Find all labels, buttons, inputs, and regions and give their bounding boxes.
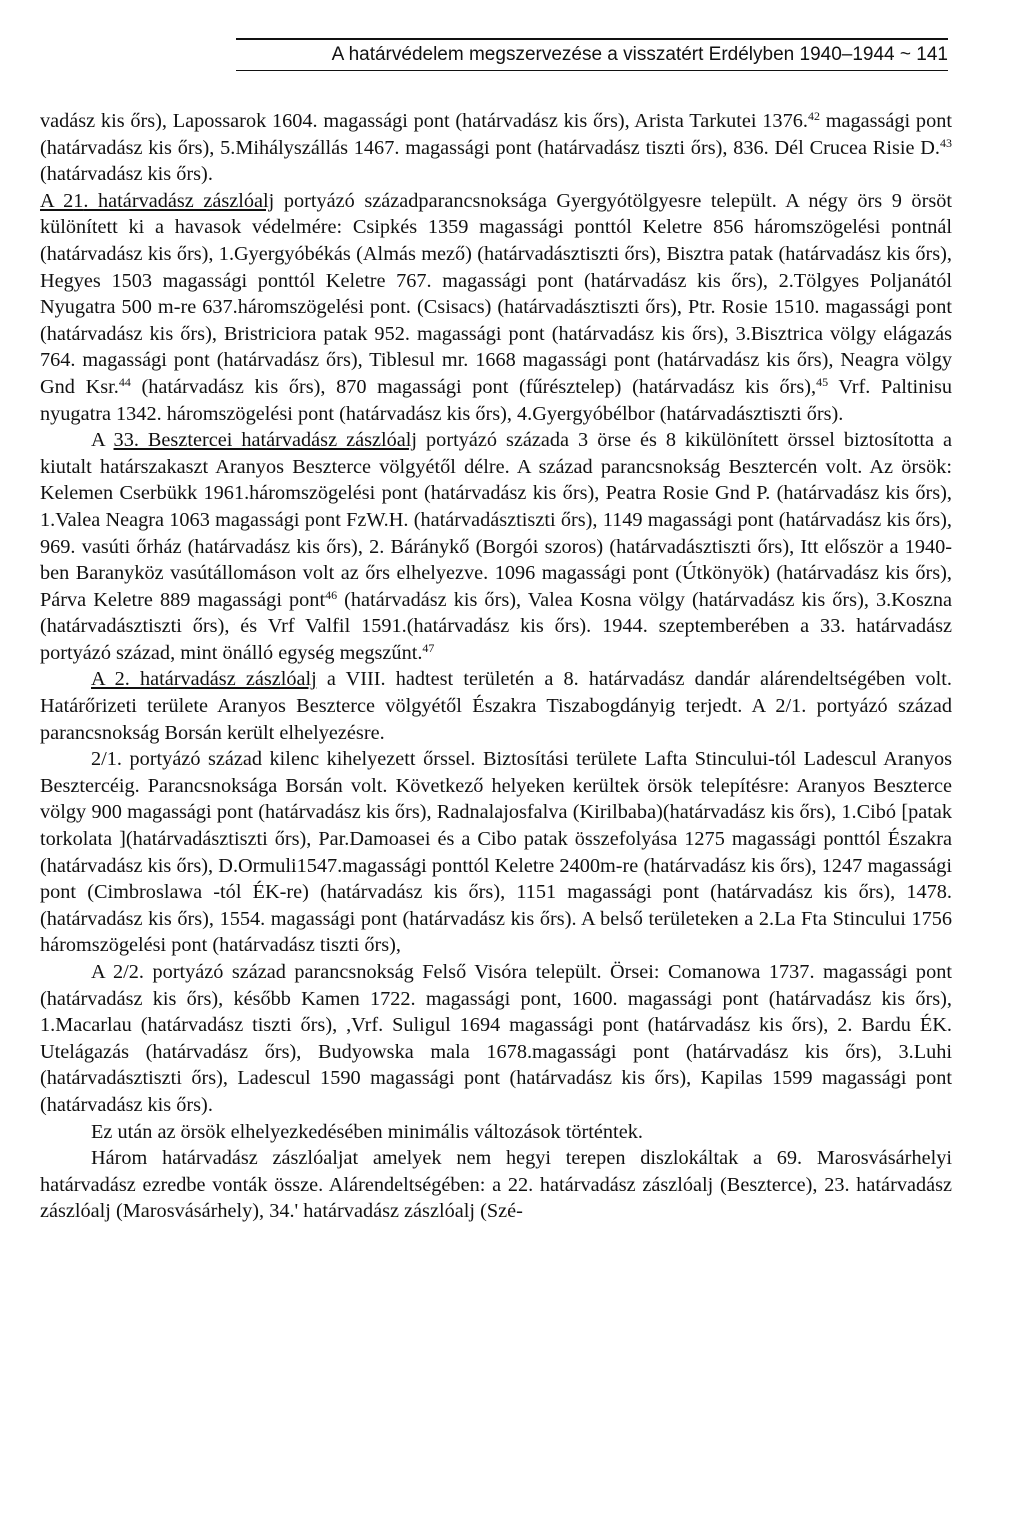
footnote-ref-44: 44 — [118, 374, 131, 389]
text-run: vadász kis őrs), Lapossarok 1604. magassági pont (határvadász kis őrs), Arista Tarkutei 1376. — [40, 110, 808, 132]
underlined-run: A 21 — [40, 189, 84, 212]
paragraph-2-2-company: A 2/2. portyázó század parancsnokság Felső Visóra települt. Örsei: Comanowa 1737. magassági pont (határvadász kis őrs), később Kamen 1722. magassági pont, 1600. magassági pont (határvadász kis őrs), 1.Macarlau (határvadász tiszti őrs), ,Vrf. Suligul 1694 magassági pont (határvadász kis őrs), 2. Bardu ÉK. Utelágazás (határvadász őrs), Budyowska mala 1678.magassági pont (határvadász kis őrs), 3.Luhi (határvadásztiszti őrs), Ladescul 1590 magassági pont (határvadász kis őrs), Kapilas 1599 magassági pont (határvadász kis őrs). — [40, 961, 952, 1116]
paragraph-33rd-battalion — [40, 427, 952, 666]
paragraph-2-1-company: 2/1. portyázó század kilenc kihelyezett őrssel. Biztosítási területe Lafta Stincului-tól Ladescul Aranyos Besztercéig. Parancsnoksága Borsán volt. Következő helyeken kerültek örsök telepítésre: Aranyos Beszterce völgy 900 magassági pont (határvadász kis őrs), Radnalajosfalva (Kirilbaba)(határvadász kis őrs), 1.Cibó [patak torkolata ](határvadásztiszti őrs), Par.Damoasei és a Cibo patak összefolyása 1275 magassági ponttól Északra (határvadász kis őrs), D.Ormuli1547.magassági ponttól Keletre 2400m-re (határvadász kis őrs), 1247 magassági pont (Cimbroslawa -tól ÉK-re) (határvadász kis őrs), 1151 magassági pont (határvadász kis őrs), 1478. (határvadász kis őrs), 1554. magassági pont (határvadász kis őrs). A belső területeken a 2.La Fta Stincului 1756 háromszögelési pont (határvadász tiszti őrs), — [40, 748, 952, 957]
text-run: (határvadász kis őrs), 870 magassági pont (fűrésztelep) (határvadász kis őrs), — [130, 375, 817, 398]
footnote-ref-45: 45 — [816, 374, 829, 389]
text-run: portyázó százada 3 örse és 8 kikülönített örssel biztosította a kiutalt határszakaszt Aranyos Beszterce völgyétől délre. A század parancsnokság Besztercén volt. Az örsök: Kelemen Cserbükk 1961.háromszögelési pont (határvadász kis őrs), Peatra Rosie Gnd P. (határvadász kis őrs), 1.Valea Neagra 1063 magassági pont FzW.H. (határvadásztiszti őrs), 1149 magassági pont (határvadász kis őrs), 969. vasúti őrház (határvadász kis őrs), 2. Báránykő (Borgói szoros) (határvadásztiszti őrs), Itt először a 1940-ben Baranyköz vasútállomáson volt az őrs elhelyezve. 1096 magassági pont (Útkönyök) (határvadász kis őrs), Párva Keletre 889 magassági pont — [40, 429, 953, 611]
footnote-ref-46: 46 — [325, 587, 338, 602]
paragraph-69th-regiment: Három határvadász zászlóaljat amelyek nem hegyi terepen diszlokáltak a 69. Marosvásárhelyi határvadász ezredbe vonták össze. Alárendeltségében: a 22. határvadász zászlóalj (Beszterce), 23. határvadász zászlóalj (Marosvásárhely), 34.' határvadász zászlóalj (Szé- — [40, 1147, 952, 1223]
footnote-ref-47: 47 — [422, 640, 435, 655]
page-number: 141 — [916, 44, 948, 65]
footnote-ref-42: 42 — [807, 109, 820, 123]
underlined-run: 33. Besztercei határvadász zászlóalj — [113, 429, 418, 452]
underlined-run: A 2. határvadász zászlóalj — [91, 668, 317, 691]
header-rule-bottom — [236, 70, 948, 71]
text-run: A — [91, 429, 114, 452]
header-separator: ~ — [899, 44, 912, 65]
underlined-run: . határvadász zászlóalj — [83, 189, 275, 212]
running-header — [236, 44, 948, 66]
paragraph-2nd-battalion — [40, 666, 952, 746]
text-run: magassági pont (határvadász kis őrs), 5.Mihályszállás 1467. magassági pont (határvadász tiszti őrs), 836. Dél Crucea Risie D. — [40, 110, 952, 159]
footnote-ref-43: 43 — [940, 135, 952, 150]
body-text — [40, 108, 952, 1225]
paragraph-1 — [40, 108, 952, 188]
header-rule-top — [236, 38, 948, 40]
text-run: (határvadász kis őrs), Valea Kosna völgy (határvadász kis őrs), 3.Koszna (határvadásztiszti őrs), és Vrf Valfil 1591.(határvadász kis őrs). 1944. szeptemberében a 33. határvadász portyázó század, mint önálló egység megszűnt. — [40, 588, 952, 664]
paragraph-changes: Ez után az örsök elhelyezkedésében minimális változások történtek. — [91, 1120, 643, 1143]
text-run: (határvadász kis őrs). — [40, 163, 213, 186]
running-title: A határvédelem megszervezése a visszatért Erdélyben 1940–1944 — [331, 44, 895, 65]
text-run: portyázó századparancsnoksága Gyergyótölgyesre települt. A négy örs 9 örsöt különített ki a havasok védelmére: Csipkés 1359 magassági ponttól Keletre 856 háromszögelési pontnál (határvadász kis őrs), 1.Gyergyóbékás (Almás mező) (határvadásztiszti őrs), Bisztra patak (határvadász kis őrs), Hegyes 1503 magassági ponttól Keletre 767. magassági pont (határvadász kis őrs), 2.Tölgyes Poljanától Nyugatra 500 m-re 637.háromszögelési pont. (Csisacs) (határvadásztiszti őrs), Ptr. Rosie 1510. magassági pont (határvadász kis őrs), Bristriciora patak 952. magassági pont (határvadász kis őrs), 3.Bisztrica völgy elágazás 764. magassági pont (határvadász őrs), Tiblesul mr. 1668 magassági pont (határvadász kis őrs), Neagra völgy Gnd Ksr. — [40, 189, 952, 398]
text-run: a VIII. hadtest területén a 8. határvadász dandár alárendeltségében volt. Határőrizeti területe Aranyos Beszterce völgyétől Északra Tiszabogdányig terjedt. A 2/1. portyázó század parancsnokság Borsán került elhelyezésre. — [40, 668, 952, 744]
text-run: Vrf. Paltinisu nyugatra 1342. háromszögelési pont (határvadász kis őrs), 4.Gyergyóbélbor (határvadásztiszti őrs). — [40, 375, 952, 425]
paragraph-21st-battalion — [40, 188, 952, 427]
